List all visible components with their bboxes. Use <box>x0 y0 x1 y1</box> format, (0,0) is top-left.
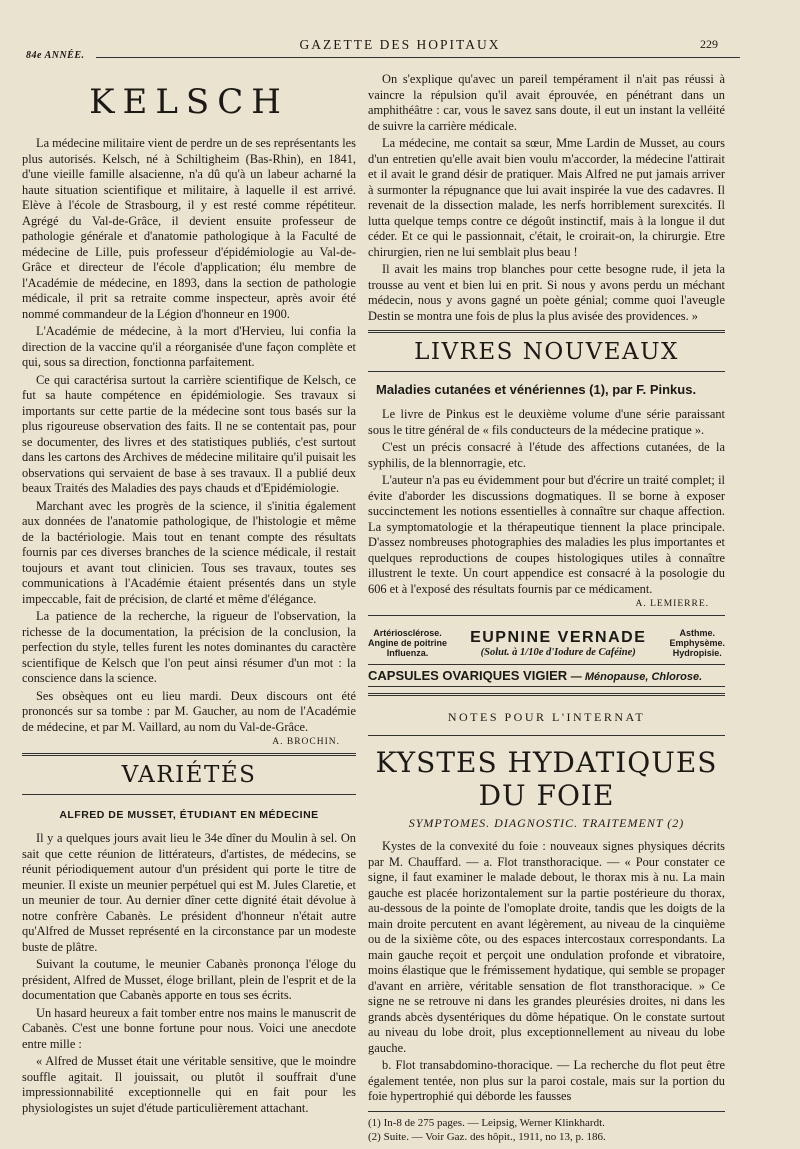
notes-paragraph: b. Flot transabdomino-thoracique. — La recherche du flot peut être également tentée, non plus sur la paroi costale, mais sur la portion du foie hypertrophié qui déborde les fausses <box>368 1058 725 1103</box>
ad-indications-right <box>669 628 725 658</box>
section-divider <box>368 735 725 736</box>
left-column <box>22 72 356 1118</box>
livres-paragraph: Le livre de Pinkus est le deuxième volume d'une série paraissant sous le titre général de « fils conducteurs de la médecine pratique ». <box>368 407 725 437</box>
ad-indications: — Ménopause, Chlorose. <box>570 671 703 683</box>
footnote: (1) In-8 de 275 pages. — Leipsig, Werner Klinkhardt. <box>368 1116 605 1129</box>
journal-title: GAZETTE DES HOPITAUX <box>299 37 501 52</box>
varietes-paragraph: « Alfred de Musset était une véritable sensitive, que le moindre souffle agitait. Il jouissait, ou plutôt il souffrait d'une impressionnabilité exceptionnelle qui en fait pour les physiologistes un sujet d'étude particulièrement attachant. <box>22 1054 356 1115</box>
notes-label: NOTES POUR L'INTERNAT <box>447 710 646 724</box>
varietes-paragraph: Suivant la coutume, le meunier Cabanès prononça l'éloge du président, Alfred de Musset, éloge brillant, plein de l'esprit et de la documentation que Cabanès apporte en tous ses écrits. <box>22 957 356 1002</box>
section-divider <box>22 794 356 795</box>
ad-text: Artériosclérose. <box>373 628 442 638</box>
varietes-title: VARIÉTÉS <box>121 762 257 788</box>
edition-year: 84e ANNÉE. <box>26 50 85 61</box>
footnotes <box>368 1111 725 1144</box>
ad-text: Hydropisie. <box>672 648 722 658</box>
kystes-subtitle: SYMPTOMES. DIAGNOSTIC. TRAITEMENT (2) <box>408 816 685 830</box>
varietes-subtitle: ALFRED DE MUSSET, ÉTUDIANT EN MÉDECINE <box>59 809 319 821</box>
capsules-advertisement <box>368 664 725 687</box>
ad-brand: EUPNINE VERNADE <box>470 628 647 646</box>
kelsch-paragraph: La médecine militaire vient de perdre un de ses représentants les plus autorisés. Kelsch, né à Schiltigheim (Bas-Rhin), en 1841, d'une vieille famille alsacienne, n'a dû qu'à un labeur acharné la haute situation scientifique et militaire, à laquelle il est arrivé. Elève à l'école de Strasbourg, il y est resté comme répétiteur. Agrégé du Val-de-Grâce, il devient ensuite professeur de pathologie générale et d'anatomie pathologique à la Faculté de médecine de Lille, puis professeur d'épidémiologie au Val-de-Grâce et directeur de l'école d'application; élu membre de l'Académie de médecine, en 1893, dans la section de pathologie médicale, il prit sa retraite comme inspecteur, après avoir été nommé commandeur de la Légion d'honneur en 1900. <box>22 136 356 321</box>
book-title: Maladies cutanées et vénériennes (1), par F. Pinkus. <box>376 382 697 397</box>
livres-paragraph: C'est un précis consacré à l'étude des affections cutanées, de la syphilis, de la blennorragie, etc. <box>368 440 725 470</box>
section-divider <box>368 693 725 696</box>
ad-indications-left <box>368 628 447 658</box>
notes-paragraph: Kystes de la convexité du foie : nouveaux signes physiques décrits par M. Chauffard. — a. Flot transthoracique. — « Pour constater ce signe, il faut examiner le malade debout, le thorax mis à nu. La main gauche est placée horizontalement sur la partie postérieure du thorax, au-dessous de la pointe de l'omoplate droite, tandis que les doigts de la main droite percutent en avant légèrement, au niveau de la cinquième ou de la sixième côte, ou des espaces intercostaux correspondants. La main gauche reçoit et perçoit une ondulation profonde et vibratoire, moins élastique que le frémissement hydatique, qui semble se propager d'avant en arrière, véritable sensation de flot transthoracique. » Ce signe ne se retrouve ni dans les grandes pleurésies droites, ni dans les grands abcès dysentériques du dôme hépatique. On le constate surtout au niveau du lobe droit, plus exceptionnellement au niveau du lobe gauche. <box>368 839 725 1055</box>
ad-divider <box>368 615 725 616</box>
ad-text: Angine de poitrine <box>368 638 448 648</box>
section-divider <box>22 753 356 756</box>
kelsch-paragraph: La patience de la recherche, la rigueur de l'observation, la richesse de la documentation, la précision de la conclusion, la perfection du style, telles furent les notes dominantes du caractère scientifique de Kelsch que l'on peut ainsi résumer d'un mot : la conscience dans la science. <box>22 609 356 685</box>
section-divider <box>368 371 725 372</box>
kelsch-paragraph: Ce qui caractérisa surtout la carrière scientifique de Kelsch, ce fut sa haute compétence en épidémiologie. Ses travaux si importants sur cette partie de la médecine sont tous basés sur la plus rigoureuse observation des faits. Il ne se contentait pas, pour se documenter, des livres et des statistiques publiés, c'est surtout dans les cartons des Archives de médecine militaire qu'il puisait les observations qui servaient de base à ses travaux. Il a publié deux beaux Traités des Maladies des pays chauds et d'Epidémiologie. <box>22 372 356 495</box>
varietes-paragraph: Il y a quelques jours avait lieu le 34e dîner du Moulin à sel. On sait que cette réunion de littérateurs, d'artistes, de médecins, se réunit périodiquement autour d'un président qui porte le titre de meunier. Il existe un meunier perpétuel qui est M. Jules Claretie, et un meunier de tour. Au dernier dîner cette dignité était dévolue à notre confrère Cabanès. Le président d'honneur n'était autre qu'Alfred de Musset représenté en la circonstance par un modeste buste de plâtre. <box>22 831 356 954</box>
kelsch-paragraph: Ses obsèques ont eu lieu mardi. Deux discours ont été prononcés sur sa tombe : par M. Gaucher, au nom de l'Académie de médecine, et par M. Vaillard, au nom du Val-de-Grâce. <box>22 688 356 734</box>
ad-brand-block <box>470 629 646 658</box>
varietes-paragraph: Un hasard heureux a fait tomber entre nos mains le manuscrit de Cabanès. C'est une bonne fortune pour nous. Voici une anecdote entre mille : <box>22 1005 356 1051</box>
ad-formula: (Solut. à 1/10e d'Iodure de Caféine) <box>480 646 636 658</box>
ad-brand: CAPSULES OVARIQUES VIGIER <box>368 668 568 683</box>
section-divider <box>368 330 725 333</box>
kelsch-signature: A. BROCHIN. <box>272 737 340 747</box>
suite-paragraph: On s'explique qu'avec un pareil tempérament il n'ait pas réussi à vaincre la répulsion qu'il avait éprouvée, en pénétrant dans un amphithéâtre : car, vous le savez sans doute, il eut un instant la velléité de suivre la carrière médicale. <box>368 72 725 133</box>
ad-text: Emphysème. <box>669 638 725 648</box>
livres-paragraph: L'auteur n'a pas eu évidemment pour but d'écrire un traité complet; il évite d'aborder les discussions dogmatiques. Il se borne à exposer succinctement les notions essentielles à connaître sur chaque affection. La symptomatologie et la thérapeutique tiennent la place principale. D'assez nombreuses photographies des maladies les plus importantes et quelques reproductions de coupes histologiques utiles à connaître illustrent le texte. Un court appendice est consacré à la posologie du 606 et à l'exposé des résultats fournis par ce médicament. <box>368 473 725 596</box>
kelsch-paragraph: L'Académie de médecine, à la mort d'Hervieu, lui confia la direction de la vaccine qu'il a réorganisée d'une façon complète et qui, sous sa direction, fonctionna parfaitement. <box>22 324 356 369</box>
eupnine-advertisement <box>368 624 725 662</box>
livres-title: LIVRES NOUVEAUX <box>414 339 679 365</box>
kystes-title: KYSTES HYDATIQUES DU FOIE <box>375 746 718 812</box>
ad-text: Influenza. <box>386 648 429 658</box>
footnote: (2) Suite. — Voir Gaz. des hôpit., 1911, no 13, p. 186. <box>368 1130 606 1143</box>
kelsch-paragraph: Marchant avec les progrès de la science, il s'initia également aux données de l'anatomie pathologique, de l'histologie et même de la bactériologie. Mais tout en tenant compte des résultats fournis par ces diverses branches de la science médicale, il restait toujours et avant tout clinicien. Tous ses travaux, toutes ses communications à l'Académie étaient présentés dans un style impeccable, fait de précision, de clarté et même d'élégance. <box>22 498 356 606</box>
right-column <box>368 72 725 1144</box>
suite-paragraph: Il avait les mains trop blanches pour cette besogne rude, il jeta la trousse au vent et bien lui en prit. Si nous y avons perdu un méchant médecin, nous y avons gagné un poète génial; comme quoi l'aveugle Destin se montra une fois de plus la plus avisée des providences. » <box>368 262 725 323</box>
header-rule <box>96 57 740 58</box>
kelsch-title: KELSCH <box>89 82 289 122</box>
page-number: 229 <box>700 37 718 51</box>
ad-text: Asthme. <box>679 628 715 638</box>
suite-paragraph: La médecine, me contait sa sœur, Mme Lardin de Musset, au cours d'un entretien qu'elle avait bien voulu m'accorder, la médecine l'attirait et il avait le grand désir de pratiquer. Mais Alfred ne put jamais arriver à surmonter la répugnance que lui avait inspirée la vue des cadavres. Il revenait de la dissection malade, les nerfs horriblement surexcités. Il lutta quelque temps contre ce dégoût instinctif, mais à la longue il dut céder. Et ce qui le passionnait, c'était, le croirait-on, la chirurgie. Etre chirurgien, rien ne lui semblait plus beau ! <box>368 136 725 259</box>
livres-signature: A. LEMIERRE. <box>635 599 709 609</box>
